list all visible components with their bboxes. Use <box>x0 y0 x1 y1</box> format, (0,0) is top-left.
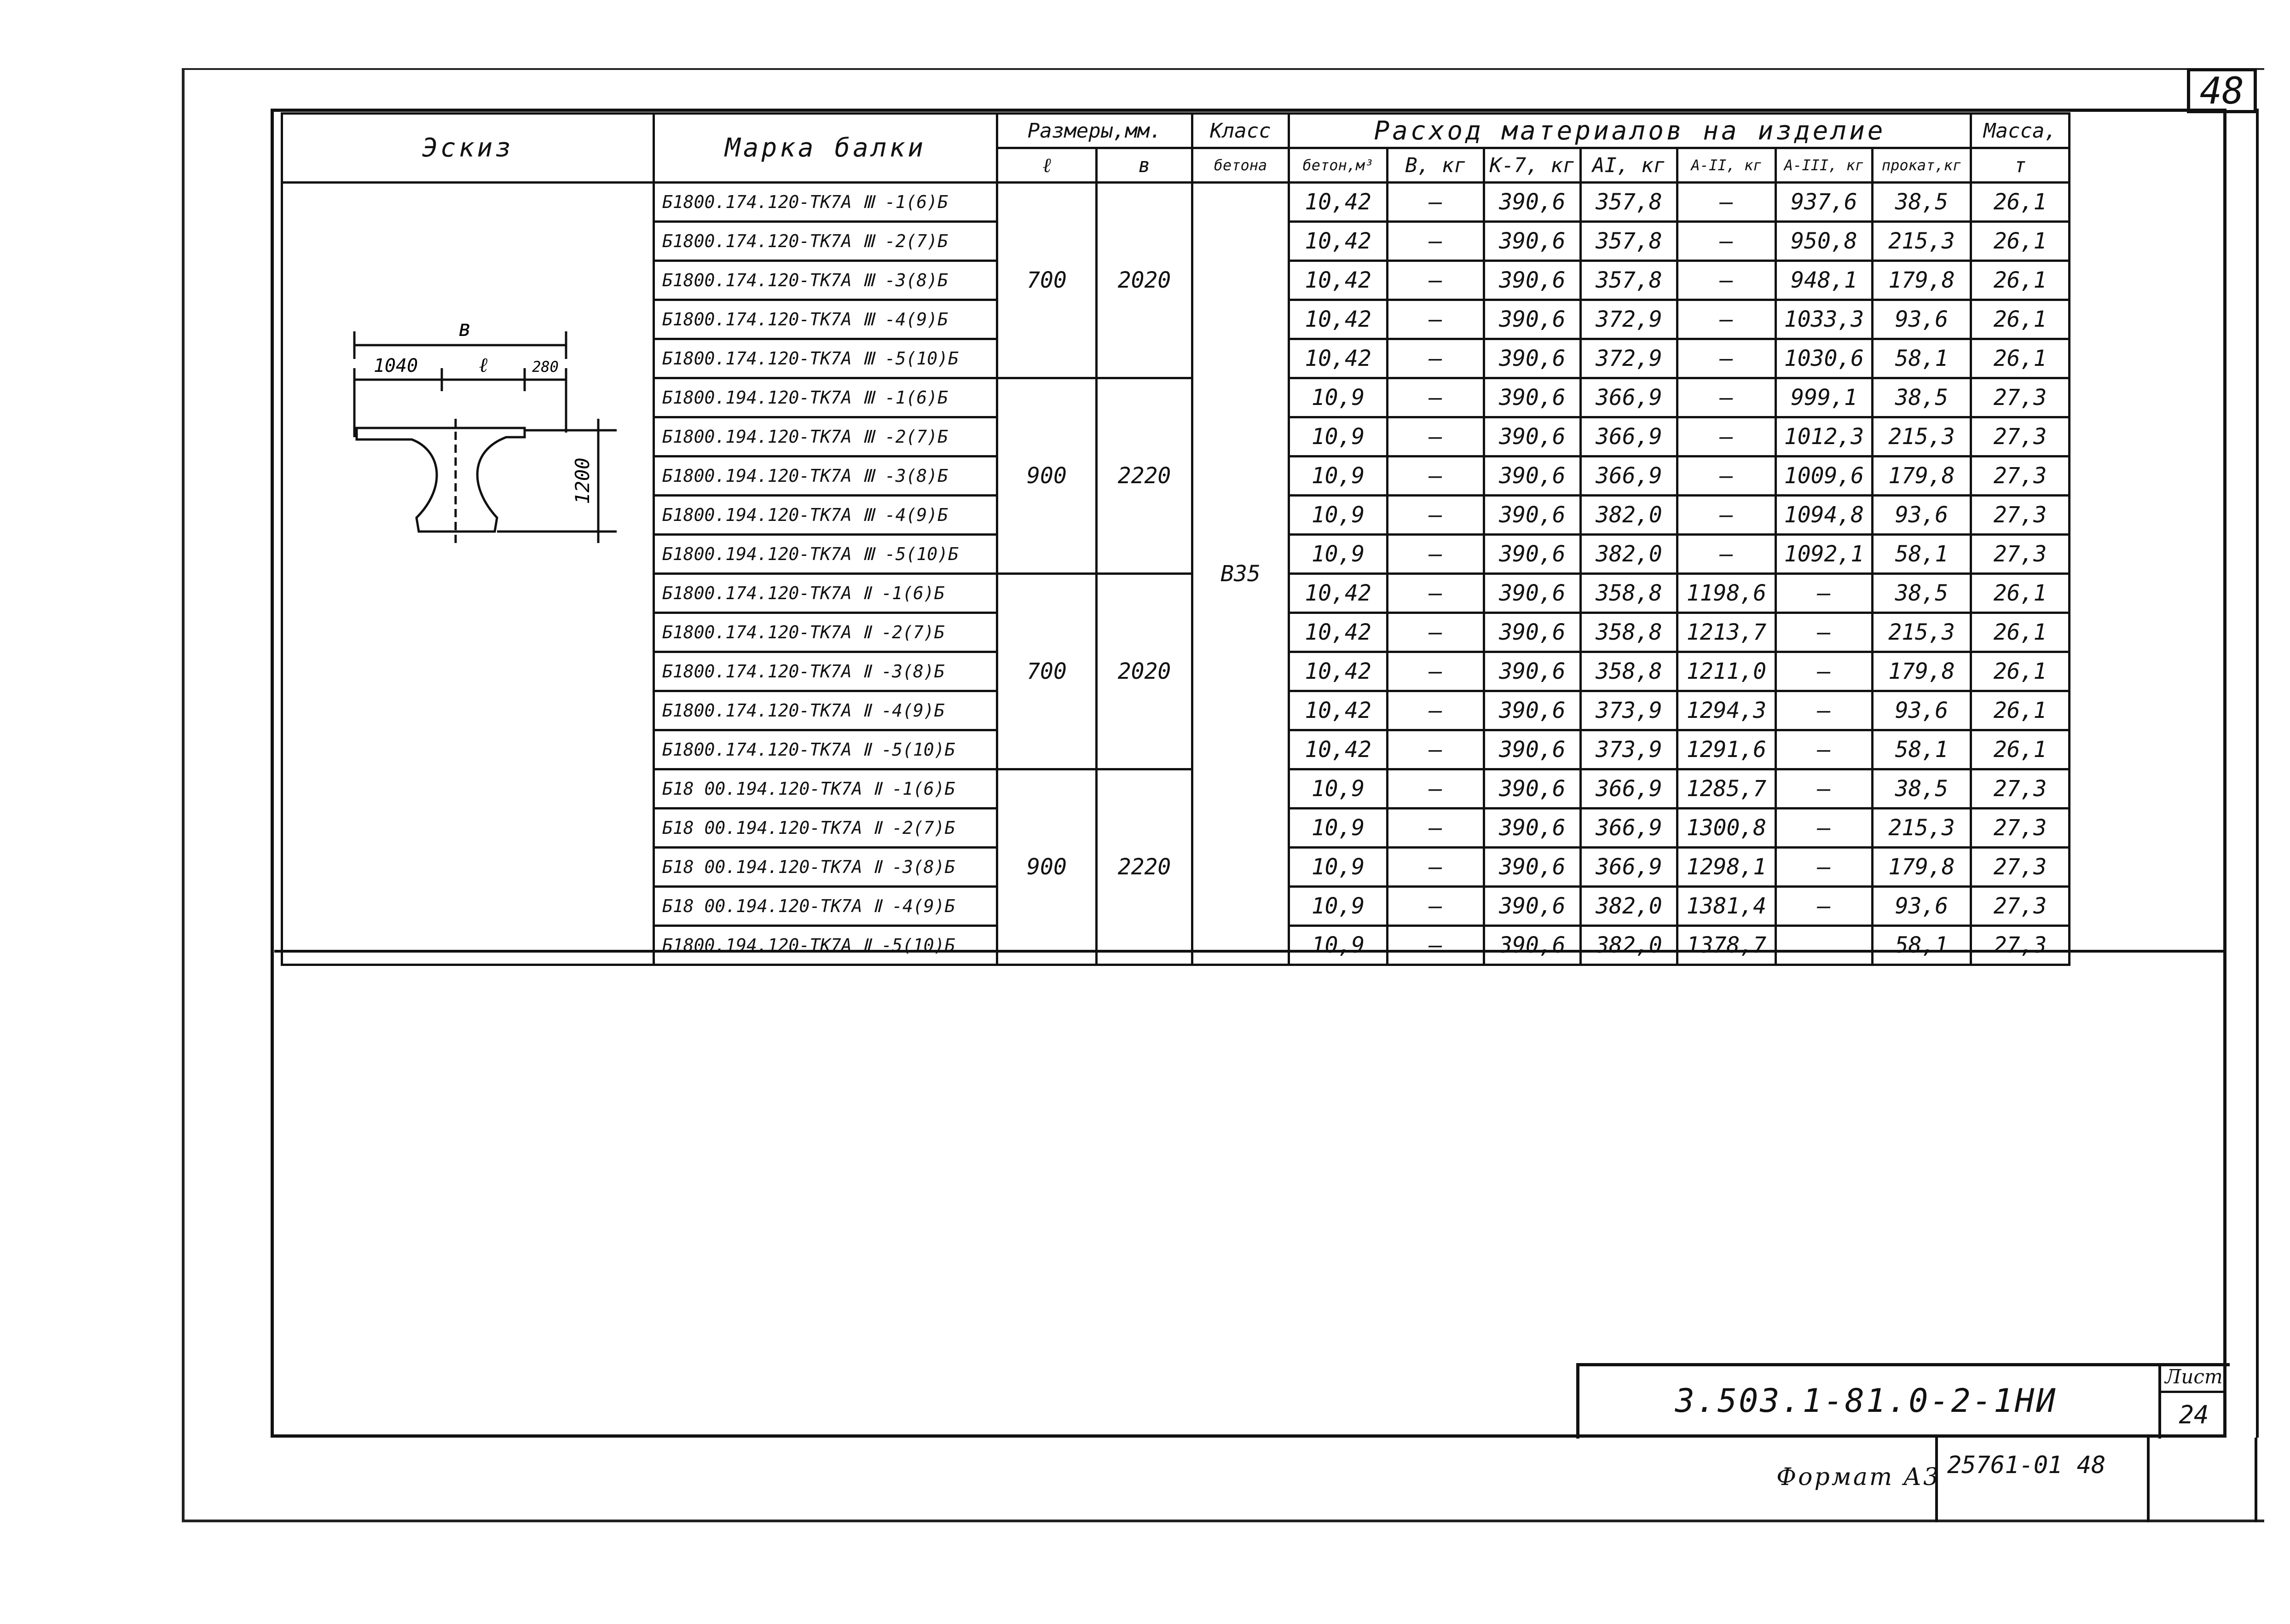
value-cell-v: — <box>1388 183 1484 222</box>
value-cell-c: 10,42 <box>1289 652 1388 691</box>
value-cell-a2: — <box>1677 261 1776 300</box>
value-cell-m: 26,1 <box>1971 730 2070 769</box>
value-cell-c: 10,9 <box>1289 378 1388 417</box>
value-cell-m: 27,3 <box>1971 417 2070 457</box>
value-cell-a1: 382,0 <box>1581 496 1677 535</box>
dim-l-cell: 900 <box>997 378 1097 574</box>
header-k7: К-7, кг <box>1484 148 1581 183</box>
value-cell-p: 215,3 <box>1873 417 1971 457</box>
table-row <box>282 183 2070 222</box>
value-cell-v: — <box>1388 848 1484 887</box>
value-cell-a3: 1030,6 <box>1776 339 1873 378</box>
value-cell-a3: 999,1 <box>1776 378 1873 417</box>
value-cell-c: 10,9 <box>1289 848 1388 887</box>
value-cell-k7: 390,6 <box>1484 183 1581 222</box>
value-cell-v: — <box>1388 261 1484 300</box>
value-cell-a1: 366,9 <box>1581 457 1677 496</box>
header-mark: Марка балки <box>654 114 997 183</box>
beam-mark-cell: Б1800.174.120-ТК7А Ⅲ -2(7)Б <box>654 222 997 261</box>
value-cell-a2: 1298,1 <box>1677 848 1776 887</box>
dim-l-cell: 700 <box>997 183 1097 378</box>
value-cell-c: 10,42 <box>1289 300 1388 339</box>
header-rolled: прокат,кг <box>1873 148 1971 183</box>
value-cell-m: 27,3 <box>1971 769 2070 809</box>
value-cell-a2: 1211,0 <box>1677 652 1776 691</box>
value-cell-m: 26,1 <box>1971 613 2070 652</box>
sketch-dim-b: в <box>458 316 472 341</box>
value-cell-v: — <box>1388 926 1484 965</box>
value-cell-a3: 1012,3 <box>1776 417 1873 457</box>
value-cell-a1: 372,9 <box>1581 339 1677 378</box>
header-sketch: Эскиз <box>282 114 654 183</box>
value-cell-c: 10,42 <box>1289 730 1388 769</box>
value-cell-p: 93,6 <box>1873 887 1971 926</box>
value-cell-m: 27,3 <box>1971 378 2070 417</box>
value-cell-k7: 390,6 <box>1484 457 1581 496</box>
value-cell-p: 179,8 <box>1873 848 1971 887</box>
value-cell-p: 93,6 <box>1873 300 1971 339</box>
beam-mark-cell: Б1800.174.120-ТК7А Ⅱ -5(10)Б <box>654 730 997 769</box>
value-cell-a2: 1300,8 <box>1677 809 1776 848</box>
beam-mark-cell: Б1800.194.120-ТК7А Ⅲ -5(10)Б <box>654 535 997 574</box>
beam-mark-cell: Б18 00.194.120-ТК7А Ⅱ -1(6)Б <box>654 769 997 809</box>
header-class: Класс <box>1192 114 1289 148</box>
value-cell-m: 26,1 <box>1971 652 2070 691</box>
sketch-dim-l: ℓ <box>479 353 488 377</box>
header-mass-unit: т <box>1971 148 2070 183</box>
value-cell-a3: — <box>1776 887 1873 926</box>
value-cell-v: — <box>1388 339 1484 378</box>
value-cell-m: 26,1 <box>1971 222 2070 261</box>
dim-b-cell: 2020 <box>1097 183 1192 378</box>
value-cell-a2: 1381,4 <box>1677 887 1776 926</box>
beam-mark-cell: Б1800.174.120-ТК7А Ⅲ -5(10)Б <box>654 339 997 378</box>
value-cell-k7: 390,6 <box>1484 300 1581 339</box>
value-cell-v: — <box>1388 417 1484 457</box>
value-cell-m: 26,1 <box>1971 691 2070 730</box>
beam-mark-cell: Б1800.194.120-ТК7А Ⅱ -5(10)Б <box>654 926 997 965</box>
value-cell-a1: 358,8 <box>1581 574 1677 613</box>
dim-l-cell: 700 <box>997 574 1097 769</box>
value-cell-m: 26,1 <box>1971 261 2070 300</box>
concrete-class-cell: В35 <box>1192 183 1289 965</box>
value-cell-m: 27,3 <box>1971 457 2070 496</box>
table-bottom-line <box>274 950 2226 953</box>
value-cell-a3: — <box>1776 730 1873 769</box>
value-cell-m: 27,3 <box>1971 535 2070 574</box>
value-cell-a3: 948,1 <box>1776 261 1873 300</box>
value-cell-a1: 366,9 <box>1581 848 1677 887</box>
value-cell-v: — <box>1388 809 1484 848</box>
value-cell-v: — <box>1388 222 1484 261</box>
beam-mark-cell: Б18 00.194.120-ТК7А Ⅱ -2(7)Б <box>654 809 997 848</box>
value-cell-k7: 390,6 <box>1484 417 1581 457</box>
value-cell-a1: 366,9 <box>1581 809 1677 848</box>
value-cell-a3: — <box>1776 848 1873 887</box>
value-cell-v: — <box>1388 300 1484 339</box>
header-a1: АI, кг <box>1581 148 1677 183</box>
value-cell-v: — <box>1388 652 1484 691</box>
value-cell-p: 38,5 <box>1873 183 1971 222</box>
value-cell-p: 179,8 <box>1873 261 1971 300</box>
value-cell-a2: — <box>1677 535 1776 574</box>
sketch-dim-1200: 1200 <box>571 457 594 504</box>
value-cell-a3: — <box>1776 809 1873 848</box>
value-cell-a2: 1294,3 <box>1677 691 1776 730</box>
value-cell-a3: — <box>1776 613 1873 652</box>
value-cell-p: 93,6 <box>1873 496 1971 535</box>
value-cell-v: — <box>1388 535 1484 574</box>
value-cell-p: 58,1 <box>1873 926 1971 965</box>
sheet-label: Лист <box>2161 1363 2226 1393</box>
value-cell-k7: 390,6 <box>1484 378 1581 417</box>
value-cell-c: 10,42 <box>1289 613 1388 652</box>
value-cell-v: — <box>1388 378 1484 417</box>
sheet-number-top: 48 <box>2187 68 2257 113</box>
inventory-blank-cell <box>2147 1438 2257 1522</box>
value-cell-a3: 950,8 <box>1776 222 1873 261</box>
value-cell-k7: 390,6 <box>1484 809 1581 848</box>
header-dim-b: в <box>1097 148 1192 183</box>
value-cell-a2: — <box>1677 496 1776 535</box>
value-cell-a2: — <box>1677 300 1776 339</box>
value-cell-v: — <box>1388 457 1484 496</box>
value-cell-c: 10,9 <box>1289 769 1388 809</box>
value-cell-a2: 1198,6 <box>1677 574 1776 613</box>
header-materials: Расход материалов на изделие <box>1289 114 1971 148</box>
dim-b-cell: 2220 <box>1097 378 1192 574</box>
value-cell-c: 10,9 <box>1289 809 1388 848</box>
beam-mark-cell: Б1800.174.120-ТК7А Ⅲ -3(8)Б <box>654 261 997 300</box>
value-cell-a1: 373,9 <box>1581 730 1677 769</box>
value-cell-m: 27,3 <box>1971 926 2070 965</box>
value-cell-k7: 390,6 <box>1484 339 1581 378</box>
value-cell-k7: 390,6 <box>1484 652 1581 691</box>
header-dim-l: ℓ <box>997 148 1097 183</box>
sketch-dim-280: 280 <box>532 358 559 376</box>
header-a3: А-III, кг <box>1776 148 1873 183</box>
document-code: 3.503.1-81.0-2-1НИ <box>1675 1382 2058 1420</box>
dim-b-cell: 2020 <box>1097 574 1192 769</box>
value-cell-a1: 366,9 <box>1581 417 1677 457</box>
value-cell-a1: 372,9 <box>1581 300 1677 339</box>
value-cell-a3 <box>1776 926 1873 965</box>
value-cell-a3: — <box>1776 691 1873 730</box>
value-cell-p: 93,6 <box>1873 691 1971 730</box>
inventory-number: 25761-01 48 <box>1935 1438 2147 1522</box>
value-cell-p: 38,5 <box>1873 378 1971 417</box>
header-v: В, кг <box>1388 148 1484 183</box>
format-label: Формат А3 <box>1776 1463 1941 1491</box>
value-cell-c: 10,42 <box>1289 574 1388 613</box>
value-cell-k7: 390,6 <box>1484 613 1581 652</box>
value-cell-m: 26,1 <box>1971 300 2070 339</box>
value-cell-a2: — <box>1677 378 1776 417</box>
beam-mark-cell: Б1800.194.120-ТК7А Ⅲ -1(6)Б <box>654 378 997 417</box>
value-cell-k7: 390,6 <box>1484 496 1581 535</box>
sheet-cell <box>2158 1363 2226 1439</box>
value-cell-p: 179,8 <box>1873 652 1971 691</box>
value-cell-p: 58,1 <box>1873 730 1971 769</box>
beam-mark-cell: Б1800.174.120-ТК7А Ⅱ -1(6)Б <box>654 574 997 613</box>
value-cell-p: 38,5 <box>1873 769 1971 809</box>
value-cell-a3: 1094,8 <box>1776 496 1873 535</box>
sheet-number: 24 <box>2179 1400 2209 1429</box>
sketch-dim-1040: 1040 <box>373 355 418 376</box>
value-cell-a3: 1009,6 <box>1776 457 1873 496</box>
value-cell-m: 26,1 <box>1971 574 2070 613</box>
value-cell-k7: 390,6 <box>1484 887 1581 926</box>
value-cell-a2: — <box>1677 222 1776 261</box>
header-mass: Масса, <box>1971 114 2070 148</box>
value-cell-m: 27,3 <box>1971 887 2070 926</box>
value-cell-m: 27,3 <box>1971 809 2070 848</box>
value-cell-a2: — <box>1677 183 1776 222</box>
beam-cross-section-sketch <box>331 313 653 571</box>
value-cell-m: 26,1 <box>1971 183 2070 222</box>
value-cell-c: 10,9 <box>1289 417 1388 457</box>
beam-mark-cell: Б1800.194.120-ТК7А Ⅲ -2(7)Б <box>654 417 997 457</box>
value-cell-a2: 1291,6 <box>1677 730 1776 769</box>
right-strip <box>2226 109 2259 1438</box>
value-cell-a3: — <box>1776 652 1873 691</box>
dim-l-cell: 900 <box>997 769 1097 965</box>
value-cell-a1: 366,9 <box>1581 769 1677 809</box>
value-cell-p: 38,5 <box>1873 574 1971 613</box>
value-cell-p: 58,1 <box>1873 535 1971 574</box>
value-cell-a1: 358,8 <box>1581 613 1677 652</box>
value-cell-k7: 390,6 <box>1484 261 1581 300</box>
value-cell-a3: 1092,1 <box>1776 535 1873 574</box>
value-cell-v: — <box>1388 887 1484 926</box>
value-cell-c: 10,9 <box>1289 887 1388 926</box>
value-cell-k7: 390,6 <box>1484 848 1581 887</box>
value-cell-c: 10,42 <box>1289 261 1388 300</box>
value-cell-a1: 357,8 <box>1581 183 1677 222</box>
value-cell-k7: 390,6 <box>1484 574 1581 613</box>
value-cell-a2: 1285,7 <box>1677 769 1776 809</box>
value-cell-c: 10,42 <box>1289 183 1388 222</box>
beam-mark-cell: Б18 00.194.120-ТК7А Ⅱ -3(8)Б <box>654 848 997 887</box>
value-cell-a1: 366,9 <box>1581 378 1677 417</box>
value-cell-c: 10,42 <box>1289 222 1388 261</box>
beam-mark-cell: Б18 00.194.120-ТК7А Ⅱ -4(9)Б <box>654 887 997 926</box>
value-cell-a3: — <box>1776 574 1873 613</box>
value-cell-a3: 937,6 <box>1776 183 1873 222</box>
value-cell-a2: 1378,7 <box>1677 926 1776 965</box>
value-cell-p: 215,3 <box>1873 809 1971 848</box>
value-cell-m: 26,1 <box>1971 339 2070 378</box>
value-cell-c: 10,9 <box>1289 496 1388 535</box>
dim-b-cell: 2220 <box>1097 769 1192 965</box>
value-cell-p: 179,8 <box>1873 457 1971 496</box>
value-cell-p: 58,1 <box>1873 339 1971 378</box>
value-cell-k7: 390,6 <box>1484 730 1581 769</box>
value-cell-a1: 357,8 <box>1581 222 1677 261</box>
value-cell-m: 27,3 <box>1971 848 2070 887</box>
value-cell-k7: 390,6 <box>1484 769 1581 809</box>
value-cell-k7: 390,6 <box>1484 535 1581 574</box>
value-cell-a1: 382,0 <box>1581 887 1677 926</box>
value-cell-k7: 390,6 <box>1484 222 1581 261</box>
beam-mark-cell: Б1800.174.120-ТК7А Ⅱ -2(7)Б <box>654 613 997 652</box>
value-cell-c: 10,9 <box>1289 535 1388 574</box>
value-cell-p: 215,3 <box>1873 613 1971 652</box>
value-cell-a3: 1033,3 <box>1776 300 1873 339</box>
value-cell-v: — <box>1388 613 1484 652</box>
beam-mark-cell: Б1800.194.120-ТК7А Ⅲ -4(9)Б <box>654 496 997 535</box>
beam-mark-cell: Б1800.174.120-ТК7А Ⅲ -4(9)Б <box>654 300 997 339</box>
beam-mark-cell: Б1800.174.120-ТК7А Ⅲ -1(6)Б <box>654 183 997 222</box>
value-cell-a1: 358,8 <box>1581 652 1677 691</box>
value-cell-m: 27,3 <box>1971 496 2070 535</box>
value-cell-a2: 1213,7 <box>1677 613 1776 652</box>
beam-mark-cell: Б1800.174.120-ТК7А Ⅱ -3(8)Б <box>654 652 997 691</box>
value-cell-k7: 390,6 <box>1484 691 1581 730</box>
value-cell-p: 215,3 <box>1873 222 1971 261</box>
value-cell-c: 10,9 <box>1289 926 1388 965</box>
value-cell-a2: — <box>1677 417 1776 457</box>
value-cell-a1: 357,8 <box>1581 261 1677 300</box>
value-cell-v: — <box>1388 691 1484 730</box>
value-cell-a2: — <box>1677 339 1776 378</box>
value-cell-a1: 382,0 <box>1581 535 1677 574</box>
beam-mark-cell: Б1800.194.120-ТК7А Ⅲ -3(8)Б <box>654 457 997 496</box>
value-cell-v: — <box>1388 574 1484 613</box>
value-cell-c: 10,42 <box>1289 691 1388 730</box>
value-cell-a2: — <box>1677 457 1776 496</box>
header-concrete: бетон,м³ <box>1289 148 1388 183</box>
value-cell-v: — <box>1388 769 1484 809</box>
value-cell-c: 10,42 <box>1289 339 1388 378</box>
value-cell-a1: 373,9 <box>1581 691 1677 730</box>
value-cell-a1: 382,0 <box>1581 926 1677 965</box>
value-cell-v: — <box>1388 730 1484 769</box>
sketch-cell <box>282 183 654 965</box>
header-class-bottom: бетона <box>1192 148 1289 183</box>
value-cell-a3: — <box>1776 769 1873 809</box>
value-cell-c: 10,9 <box>1289 457 1388 496</box>
header-dimensions: Размеры,мм. <box>997 114 1192 148</box>
beam-mark-cell: Б1800.174.120-ТК7А Ⅱ -4(9)Б <box>654 691 997 730</box>
value-cell-k7: 390,6 <box>1484 926 1581 965</box>
value-cell-v: — <box>1388 496 1484 535</box>
header-a2: А-II, кг <box>1677 148 1776 183</box>
